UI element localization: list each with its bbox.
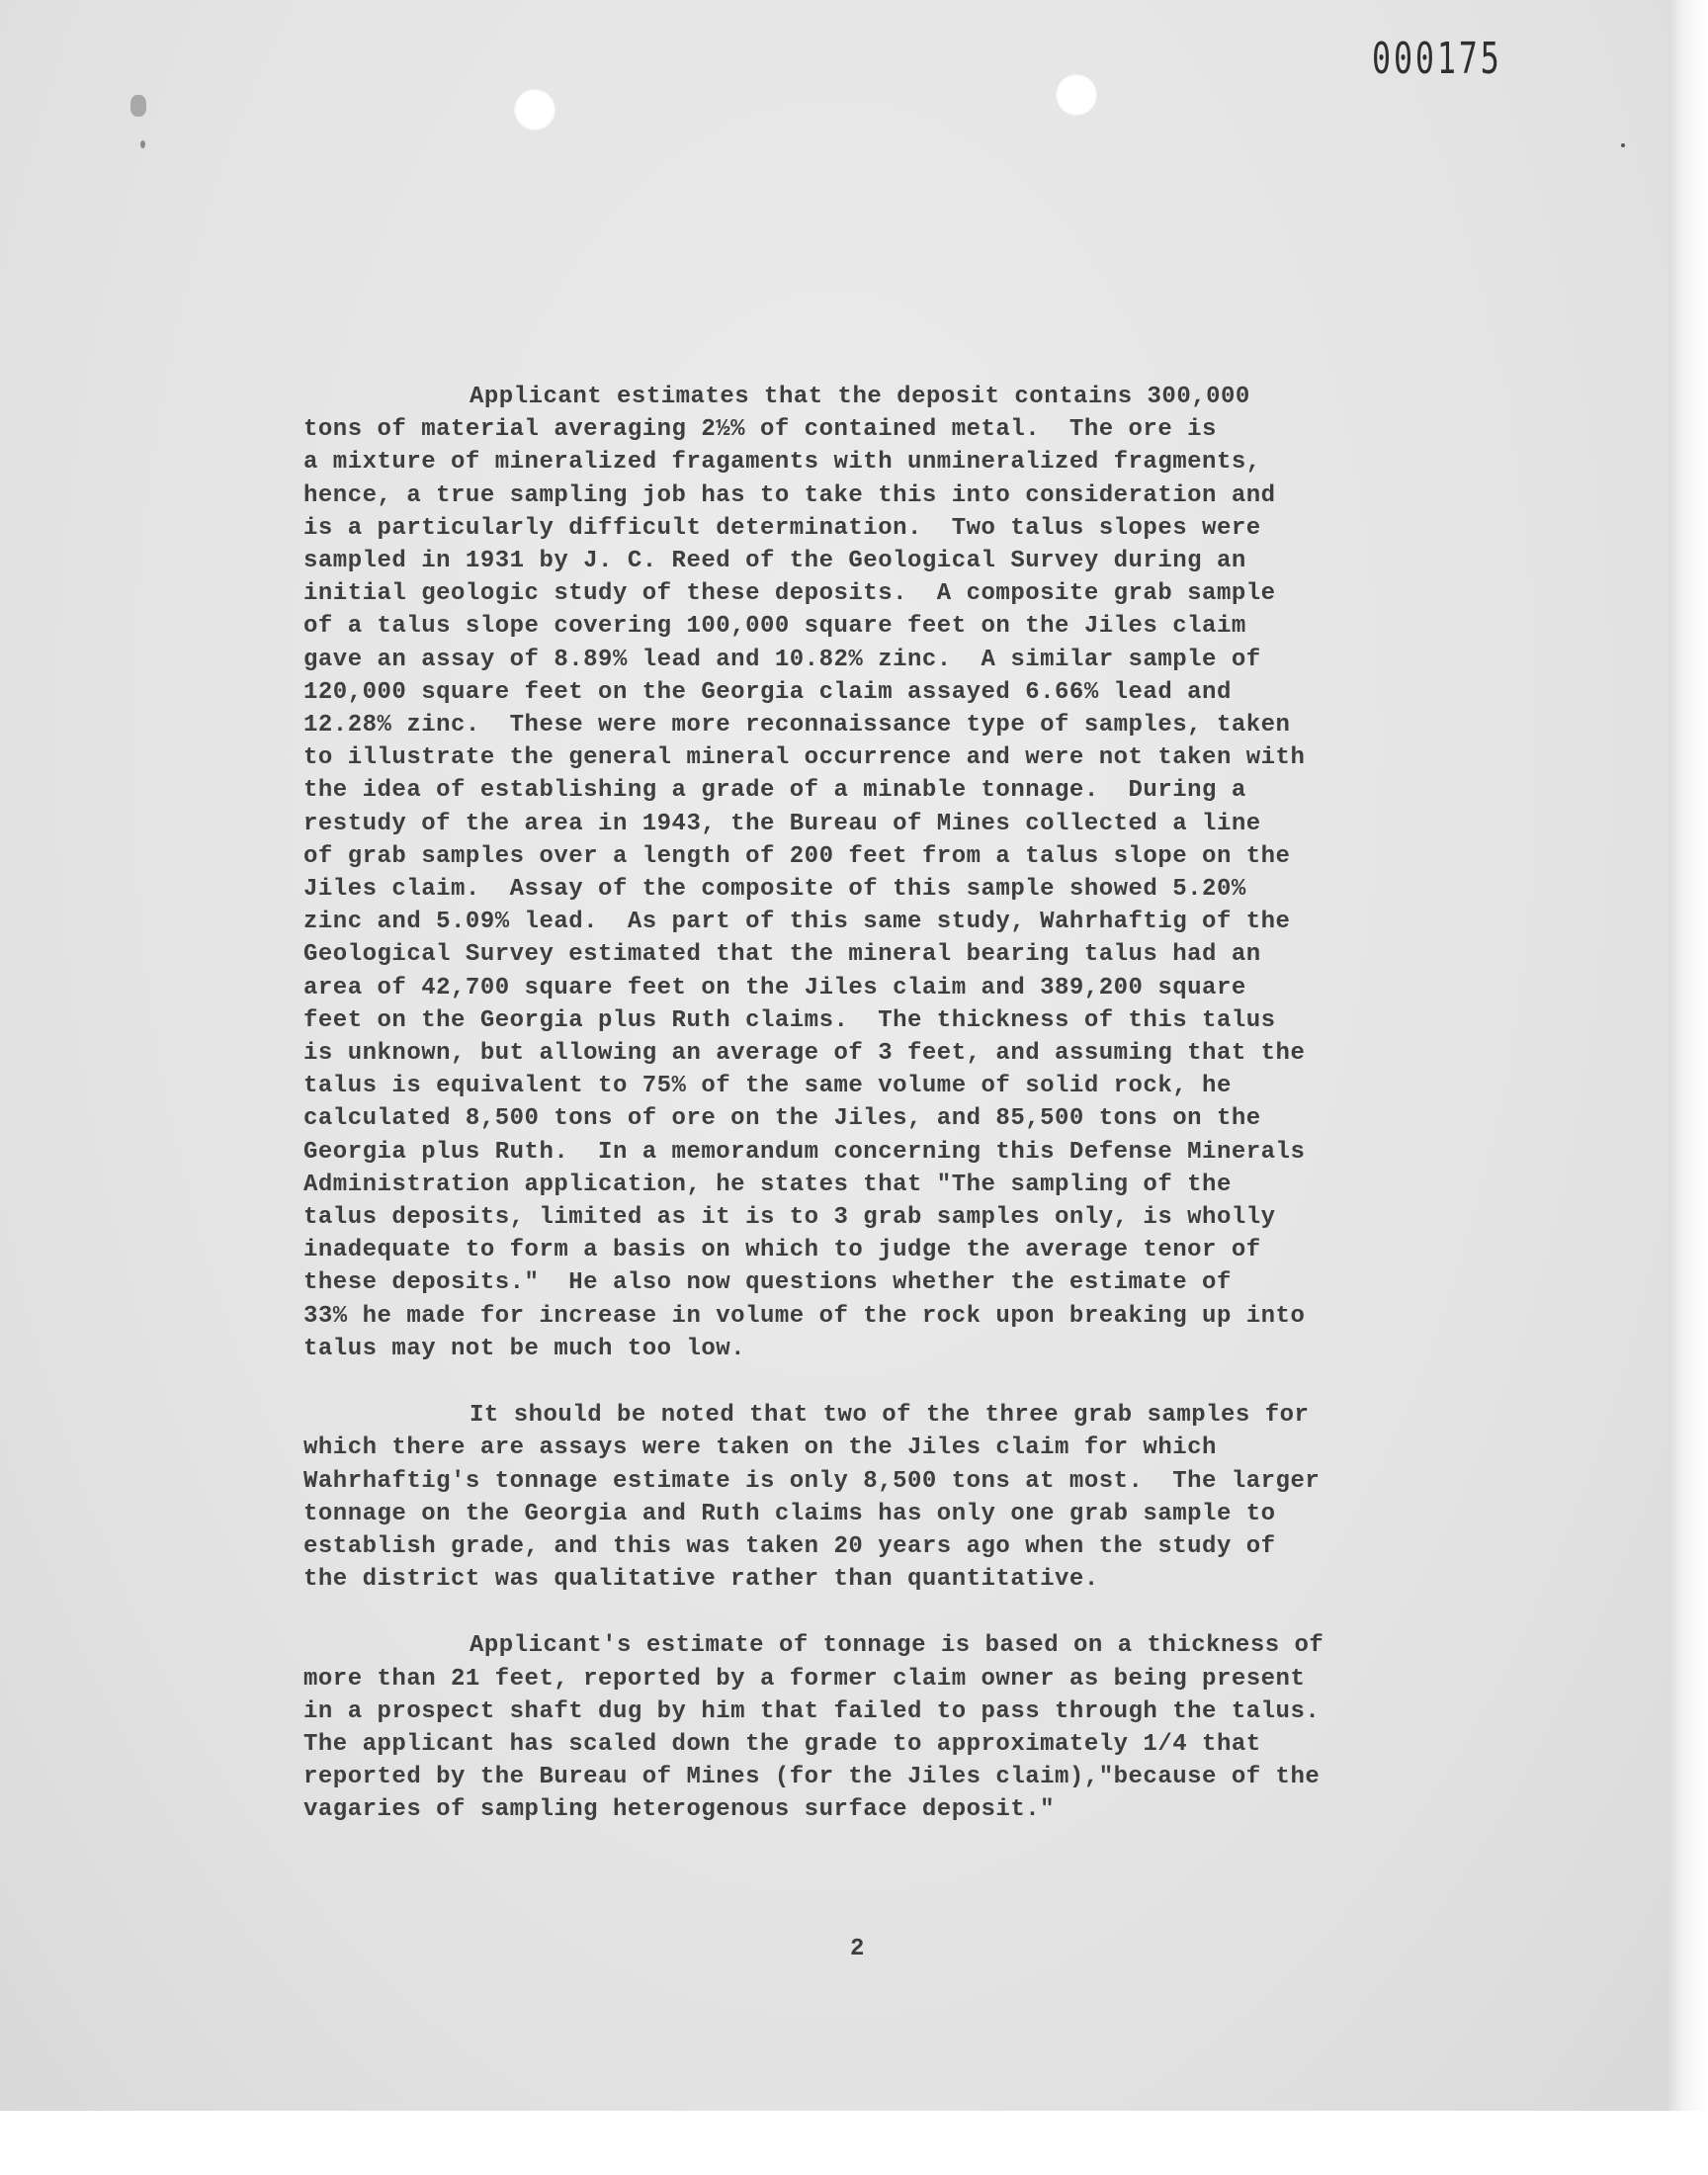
- text-line: talus is equivalent to 75% of the same volume of solid rock, he: [303, 1073, 1232, 1100]
- text-line: Geological Survey estimated that the mineral bearing talus had an: [303, 941, 1261, 969]
- paragraph-1: [303, 381, 1470, 1365]
- text-line-content: Applicant estimates that the deposit contains 300,000: [470, 384, 1250, 410]
- text-line: hence, a true sampling job has to take this into consideration and: [303, 481, 1276, 509]
- text-line: the district was qualitative rather than quantitative.: [303, 1566, 1099, 1594]
- text-line: in a prospect shaft dug by him that failed to pass through the talus.: [303, 1697, 1321, 1725]
- scan-margin: [0, 2111, 1708, 2175]
- text-line: tonnage on the Georgia and Ruth claims has only one grab sample to: [303, 1500, 1276, 1527]
- text-line: calculated 8,500 tons of ore on the Jiles, and 85,500 tons on the: [303, 1105, 1261, 1133]
- text-line: Administration application, he states that "The sampling of the: [303, 1171, 1232, 1198]
- text-line: of grab samples over a length of 200 feet from a talus slope on the: [303, 842, 1291, 870]
- text-line: vagaries of sampling heterogenous surface deposit.": [303, 1796, 1056, 1824]
- text-line: a mixture of mineralized fragaments with unmineralized fragments,: [303, 449, 1261, 477]
- text-line: Jiles claim. Assay of the composite of this sample showed 5.20%: [303, 876, 1246, 904]
- text-line: is a particularly difficult determination. Two talus slopes were: [303, 514, 1261, 542]
- text-line: sampled in 1931 by J. C. Reed of the Geological Survey during an: [303, 548, 1246, 575]
- text-line: restudy of the area in 1943, the Bureau of Mines collected a line: [303, 810, 1261, 837]
- text-line: these deposits." He also now questions whether the estimate of: [303, 1269, 1232, 1297]
- text-line-content: Applicant's estimate of tonnage is based on a thickness of: [470, 1632, 1324, 1660]
- text-line: talus may not be much too low.: [303, 1335, 746, 1362]
- text-line: Wahrhaftig's tonnage estimate is only 8,500 tons at most. The larger: [303, 1467, 1321, 1495]
- text-line: The applicant has scaled down the grade to approximately 1/4 that: [303, 1730, 1261, 1758]
- text-line: reported by the Bureau of Mines (for the Jiles claim),"because of the: [303, 1764, 1321, 1791]
- text-line: inadequate to form a basis on which to judge the average tenor of: [303, 1237, 1261, 1264]
- text-line: 33% he made for increase in volume of the rock upon breaking up into: [303, 1302, 1306, 1330]
- text-line: 12.28% zinc. These were more reconnaissance type of samples, taken: [303, 712, 1291, 740]
- paper-mark: [140, 140, 145, 148]
- text-line: initial geologic study of these deposits. A composite grab sample: [303, 580, 1276, 608]
- text-line: is unknown, but allowing an average of 3 feet, and assuming that the: [303, 1040, 1306, 1068]
- punch-hole-right: [1055, 73, 1098, 117]
- text-line: gave an assay of 8.89% lead and 10.82% zinc. A similar sample of: [303, 646, 1261, 673]
- text-line: feet on the Georgia plus Ruth claims. The thickness of this talus: [303, 1006, 1276, 1034]
- text-line: [303, 1629, 1470, 1662]
- text-line: Georgia plus Ruth. In a memorandum concerning this Defense Minerals: [303, 1138, 1306, 1166]
- text-line: establish grade, and this was taken 20 years ago when the study of: [303, 1532, 1276, 1560]
- punch-hole-left: [513, 88, 556, 131]
- text-line: of a talus slope covering 100,000 square feet on the Jiles claim: [303, 613, 1246, 641]
- text-line: the idea of establishing a grade of a minable tonnage. During a: [303, 777, 1246, 805]
- text-line: which there are assays were taken on the Jiles claim for which: [303, 1435, 1217, 1462]
- text-line: to illustrate the general mineral occurrence and were not taken with: [303, 744, 1306, 772]
- text-line: talus deposits, limited as it is to 3 grab samples only, is wholly: [303, 1204, 1276, 1232]
- paper-mark: [1621, 143, 1625, 147]
- paragraph-3: [303, 1629, 1470, 1826]
- text-line: [303, 381, 1470, 413]
- sheet-edge: [1668, 0, 1708, 2111]
- text-line: [303, 1399, 1470, 1432]
- paper-mark: [130, 95, 146, 117]
- text-line: more than 21 feet, reported by a former claim owner as being present: [303, 1665, 1306, 1693]
- text-line: tons of material averaging 2½% of contained metal. The ore is: [303, 416, 1217, 444]
- paragraph-gap: [303, 1596, 1470, 1629]
- text-line: zinc and 5.09% lead. As part of this same study, Wahrhaftig of the: [303, 909, 1291, 936]
- text-line: 120,000 square feet on the Georgia claim assayed 6.66% lead and: [303, 678, 1232, 706]
- text-line: area of 42,700 square feet on the Jiles claim and 389,200 square: [303, 974, 1246, 1001]
- paragraph-2: [303, 1399, 1470, 1596]
- body-text: [303, 381, 1470, 1827]
- text-line-content: It should be noted that two of the three grab samples for: [470, 1402, 1310, 1430]
- page-number: 2: [850, 1936, 865, 1962]
- paragraph-gap: [303, 1365, 1470, 1399]
- document-number: 000175: [1372, 34, 1502, 84]
